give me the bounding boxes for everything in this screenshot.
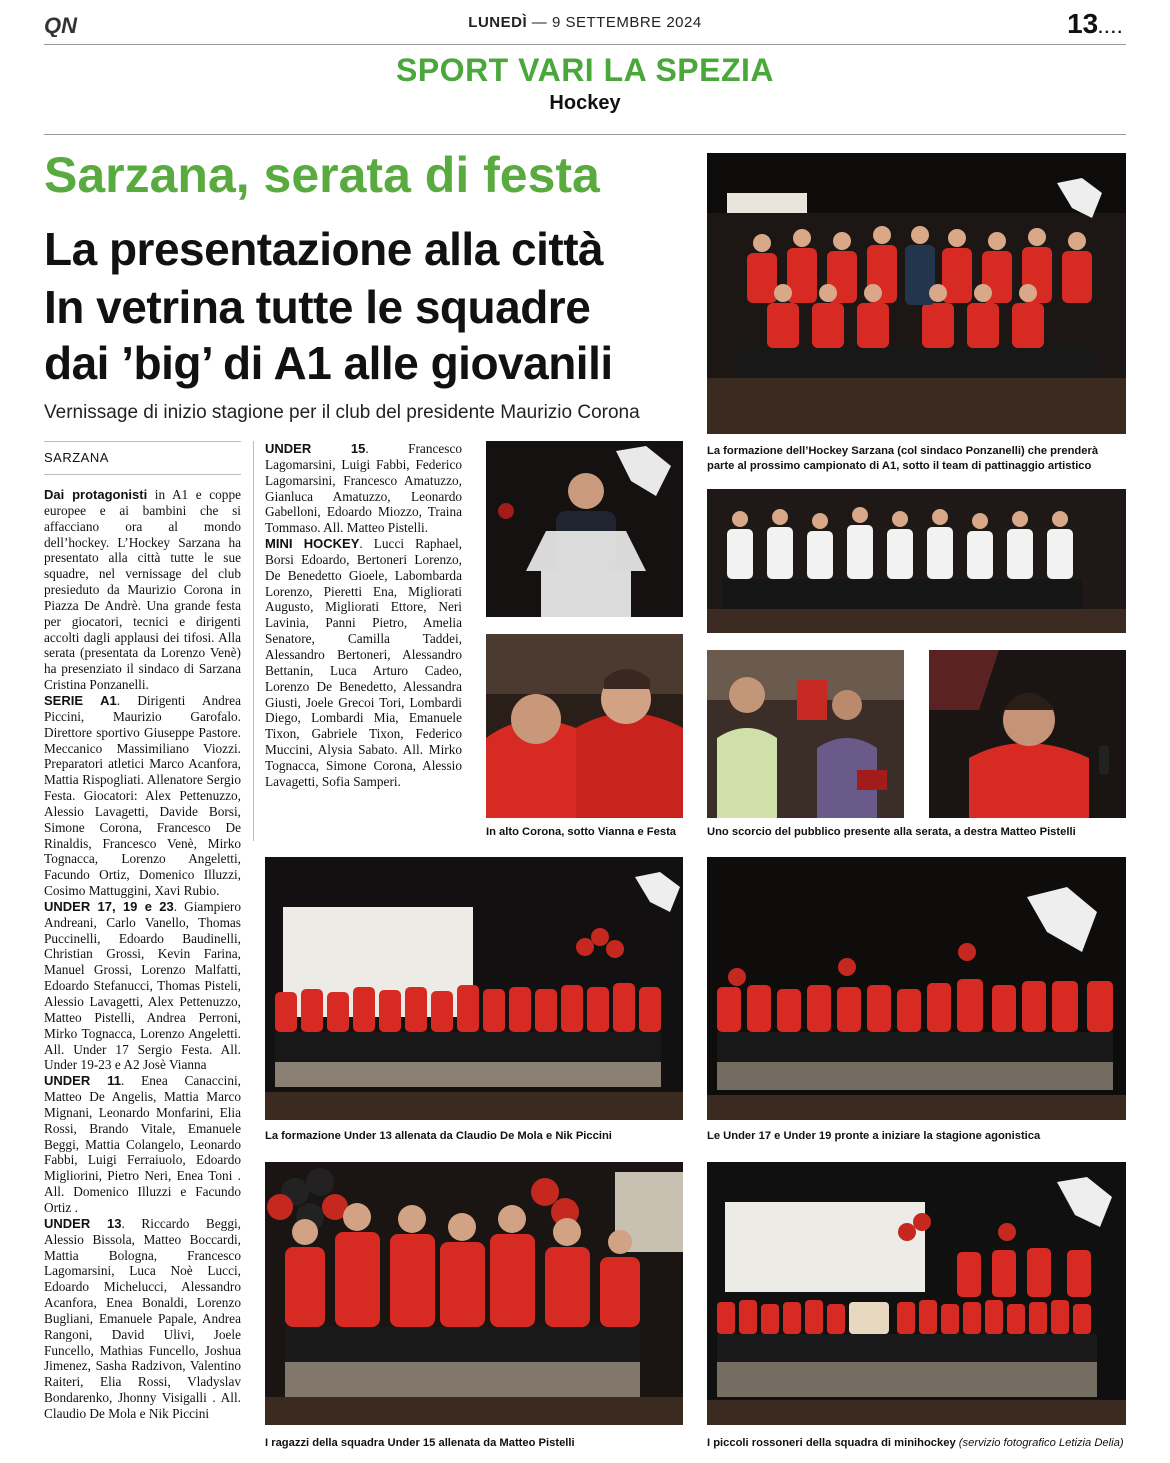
- photo-under15: [265, 1162, 683, 1425]
- headline-line-1: La presentazione alla città: [44, 223, 604, 275]
- under11-text: . Enea Canaccini, Matteo De Angelis, Mattia Marco Mignani, Leonardo Monfarini, Elia Rossi, Brando Vitale, Emanuele Beggi, Mattia Colangelo, Leonardo Fabbi, Luigi Ferraiuolo, Edoardo Migliorini, Pietro Neri, Enea Toni . All. Domenico Illuzzi e Facundo Ortiz .: [44, 1073, 241, 1215]
- article-column-1: [44, 487, 241, 1422]
- page-number: 13....: [1067, 8, 1124, 39]
- intro-text: in A1 e coppe europee e ai bambini che si affacciano ora al mondo dell’hockey. L’Hockey Sarzana ha presentato alla città tutte le sue squadre, nel vernissage del club presieduto da Maurizio Corona in Piazza De Andrè. Una grande festa per giocatori, tecnici e dirigenti accolti dagli applausi dei tifosi. Alla serata (presentata da Lorenzo Venè) ha presenziato il sindaco di Sarzana Cristina Ponzanelli.: [44, 487, 241, 693]
- photo-skating-team: [707, 489, 1126, 633]
- photo-a1-team: [707, 153, 1126, 434]
- column-rule: [44, 441, 241, 442]
- mini-hockey-label: MINI HOCKEY: [265, 536, 360, 552]
- column-rule: [44, 474, 241, 475]
- under17-text: . Giampiero Andreani, Carlo Vanello, Thomas Puccinelli, Edoardo Baudinelli, Christian Grossi, Kevin Farina, Manuel Grossi, Lorenzo Malfatti, Edoardo Stefanucci, Thomas Pisteli, Alessio Lavagetti, Alex Pettenuzzo, Matteo Pistelli, Andrea Perroni, Mirko Tognacca, Lorenzo Angeletti. All. Under 17 Sergio Festa. All. Under 19-23 e A2 Josè Vianna: [44, 898, 241, 1073]
- under17-label: UNDER 17, 19 e 23: [44, 898, 174, 914]
- caption-a1-team: La formazione dell’Hockey Sarzana (col sindaco Ponzanelli) che prenderà parte al prossimo campionato di A1, sotto il team di pattinaggio artistico: [707, 445, 1099, 472]
- date-line: LUNEDÌ — 9 SETTEMBRE 2024: [468, 14, 702, 31]
- section-rule: [44, 134, 1126, 135]
- photo-audience: [707, 650, 904, 818]
- mini-hockey-text: . Lucci Raphael, Borsi Edoardo, Bertoneri Lorenzo, De Benedetto Gioele, Labombarda Lorenzo, Pieretti Ena, Migliorati Augusto, Migliorati Ettore, Neri Lavinia, Panni Pietro, Amelia Senatore, Camilla Taddei, Alessandro Bertoneri, Alessandro Bettanin, Luca Arturo Cadeo, Lorenzo De Benedetto, Alessandra Giusti, Joele Grecoi Tori, Lombardi Diego, Lombardi Mia, Emanuele Tixon, Gabriele Tixon, Federico Muccini, Alysia Sabato. All. Mirko Tognacca, Simone Corona, Alessio Lavagetti, Sofia Samperi.: [265, 536, 462, 789]
- header-rule: [44, 44, 1126, 45]
- date-text: 9 SETTEMBRE 2024: [551, 14, 702, 31]
- dateline-city: SARZANA: [44, 450, 109, 465]
- day-name: LUNEDÌ: [468, 14, 528, 31]
- under13-text: . Riccardo Beggi, Alessio Bissola, Matteo Boccardi, Mattia Bologna, Francesco Lagomarsini, Luca Noè Lucci, Edoardo Michelucci, Alessandro Acanfora, Enea Bonaldi, Lorenzo Bugliani, Emanuele Papale, Andrea Rangoni, David Ulivi, Joele Funcello, Mathias Funcello, Joshua Jimenez, Sasha Radzivon, Valentino Raiteri, Elia Rossi, Vladyslav Bondarenko, Jhonny Visigalli . All. Claudio De Mola e Nik Piccini: [44, 1215, 241, 1421]
- kicker: Sarzana, serata di festa: [44, 147, 600, 203]
- summary: Vernissage di inizio stagione per il club del presidente Maurizio Corona: [44, 402, 640, 423]
- subsection-title: Hockey: [549, 92, 621, 114]
- section-title: SPORT VARI LA SPEZIA: [395, 52, 775, 88]
- photo-under17: [707, 857, 1126, 1120]
- photo-vianna-festa: [486, 634, 683, 818]
- caption-corona: In alto Corona, sotto Vianna e Festa: [486, 826, 677, 838]
- headline-line-3: dai ’big’ di A1 alle giovanili: [44, 337, 613, 389]
- caption-minihockey-text: I piccoli rossoneri della squadra di minihockey: [707, 1437, 959, 1449]
- intro-lead: Dai protagonisti: [44, 487, 148, 502]
- serie-a1-label: SERIE A1: [44, 692, 117, 708]
- caption-under13: La formazione Under 13 allenata da Claudio De Mola e Nik Piccini: [265, 1130, 612, 1142]
- column-divider: [253, 441, 254, 841]
- under15-label: UNDER 15: [265, 441, 366, 456]
- photo-minihockey: [707, 1162, 1126, 1425]
- photo-under13: [265, 857, 683, 1120]
- photo-credit: (servizio fotografico Letizia Delia): [958, 1437, 1124, 1449]
- headline-line-2: In vetrina tutte le squadre: [44, 281, 591, 333]
- under11-label: UNDER 11: [44, 1073, 122, 1089]
- caption-under17: Le Under 17 e Under 19 pronte a iniziare la stagione agonistica: [707, 1130, 1041, 1142]
- serie-a1-text: . Dirigenti Andrea Piccini, Maurizio Garofalo. Direttore sportivo Giuseppe Pastore. Meccanico Massimiliano Viozzi. Preparatori atletici Marco Acanfora, Mattia Rispogliati. Allenatore Sergio Festa. Giocatori: Alex Pettenuzzo, Alessio Lavagetti, Davide Borsi, Simone Corona, Francesco De Rinaldis, Francesco Venè, Mirko Tognacca, Lorenzo Angeletti, Facundo Ortiz, Domenico Illuzzi, Cosimo Mattuggini, Xavi Rubio.: [44, 692, 241, 899]
- caption-minihockey: [707, 1436, 1126, 1451]
- under13-label: UNDER 13: [44, 1215, 122, 1231]
- caption-under15: I ragazzi della squadra Under 15 allenata da Matteo Pistelli: [265, 1437, 575, 1449]
- svg-text:QN: QN: [44, 13, 77, 37]
- under15-text: . Francesco Lagomarsini, Luigi Fabbi, Federico Lagomarsini, Francesco Amatuzzo, Gianluca Amatuzzo, Leonardo Gabelloni, Edoardo Miozzo, Traina Tommaso. All. Matteo Pistelli.: [265, 441, 462, 536]
- photo-pistelli: [929, 650, 1126, 818]
- article-column-2: [265, 441, 462, 790]
- caption-audience: Uno scorcio del pubblico presente alla serata, a destra Matteo Pistelli: [707, 826, 1076, 838]
- photo-corona-podium: [486, 441, 683, 617]
